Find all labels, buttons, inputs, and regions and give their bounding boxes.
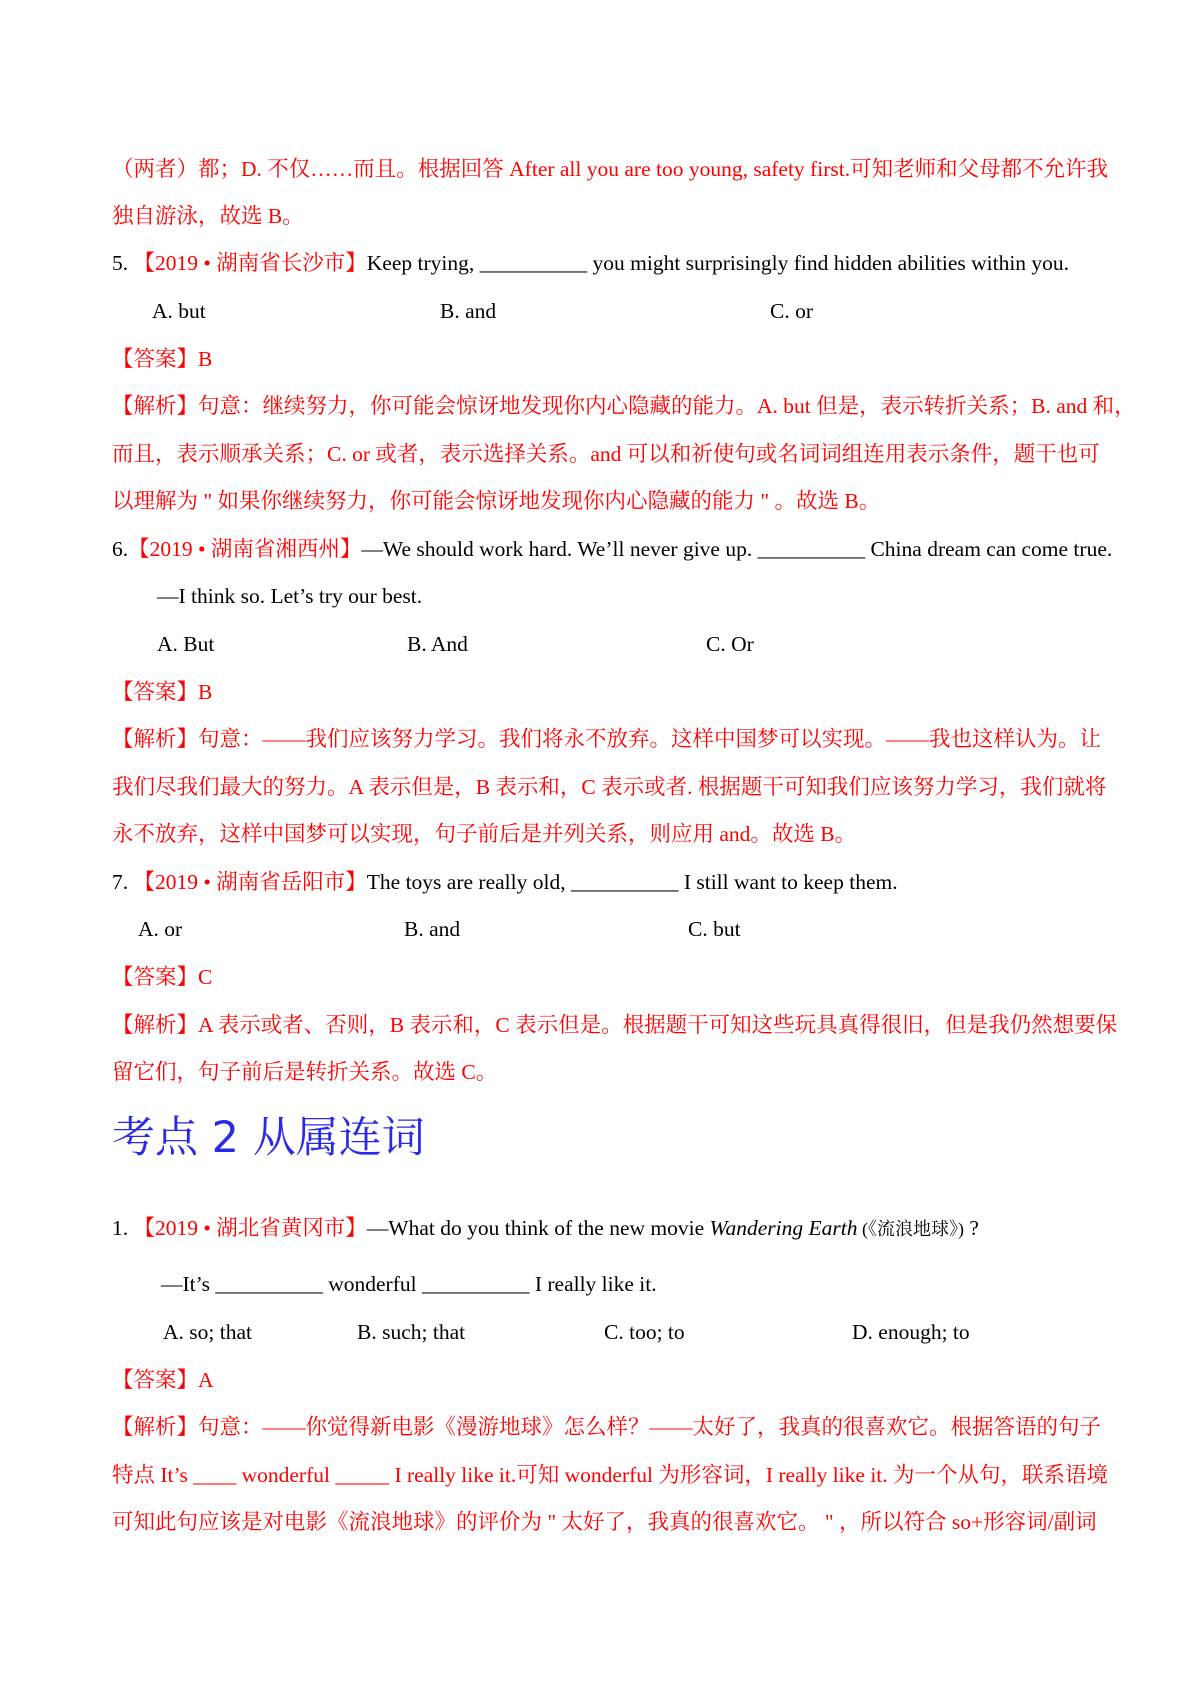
- question-source: 【2019 • 湖北省黄冈市】: [133, 1216, 367, 1240]
- question-7-stem: [112, 868, 1112, 896]
- movie-title: Wandering Earth: [709, 1216, 858, 1240]
- question-source: 【2019 • 湖南省湘西州】: [128, 537, 362, 561]
- option-c: C. too; to: [604, 1320, 685, 1344]
- analysis-line: 【解析】A 表示或者、否则，B 表示和，C 表示但是。根据题干可知这些玩具真得很旧，但是我仍然想要保: [112, 1013, 1118, 1037]
- question-text: —What do you think of the new movie: [366, 1216, 710, 1240]
- question-6-stem: [112, 535, 1112, 563]
- option-b: B. and: [440, 299, 497, 323]
- question-mark: ?: [963, 1216, 979, 1240]
- section-heading: 考点 2 从属连词: [112, 1113, 425, 1163]
- question-number: 5.: [112, 251, 129, 275]
- option-c: C. or: [770, 299, 813, 323]
- question-text: The toys are really old, __________ I still want to keep them.: [366, 870, 898, 894]
- analysis-line: 【解析】句意：继续努力，你可能会惊讶地发现你内心隐藏的能力。A. but 但是，表示转折关系；B. and 和，: [112, 394, 1136, 418]
- option-b: B. and: [404, 917, 461, 941]
- question-number: 6.: [112, 537, 129, 561]
- answer: 【答案】C: [112, 965, 213, 989]
- option-d: D. enough; to: [852, 1320, 970, 1344]
- analysis-line: 以理解为 " 如果你继续努力，你可能会惊讶地发现你内心隐藏的能力 " 。故选 B。: [112, 489, 881, 513]
- option-a: A. but: [152, 299, 206, 323]
- section-2-question-1-stem: [112, 1214, 1112, 1243]
- answer: 【答案】B: [112, 680, 213, 704]
- question-source: 【2019 • 湖南省长沙市】: [133, 251, 367, 275]
- answer: 【答案】A: [112, 1368, 214, 1392]
- option-a: A. or: [138, 917, 183, 941]
- analysis-line: 可知此句应该是对电影《流浪地球》的评价为 " 太好了，我真的很喜欢它。 " ，所以符合 so+形容词/副词: [112, 1510, 1097, 1534]
- analysis-line: 留它们，句子前后是转折关系。故选 C。: [112, 1060, 498, 1084]
- option-b: B. such; that: [357, 1320, 466, 1344]
- analysis-line: 【解析】句意：——我们应该努力学习。我们将永不放弃。这样中国梦可以实现。——我也这样认为。让: [112, 727, 1102, 751]
- answer: 【答案】B: [112, 347, 213, 371]
- option-a: A. so; that: [163, 1320, 252, 1344]
- analysis-line: 我们尽我们最大的努力。A 表示但是，B 表示和，C 表示或者. 根据题干可知我们应该努力学习，我们就将: [112, 775, 1107, 799]
- analysis-line: 而且，表示顺承关系；C. or 或者，表示选择关系。and 可以和祈使句或名词词组连用表示条件，题干也可: [112, 442, 1100, 466]
- question-number: 7.: [112, 870, 129, 894]
- analysis-line: 【解析】句意：——你觉得新电影《漫游地球》怎么样？——太好了，我真的很喜欢它。根据答语的句子: [112, 1415, 1102, 1439]
- question-text: —We should work hard. We’ll never give up. __________ China dream can come true.: [361, 537, 1113, 561]
- analysis-line: 永不放弃，这样中国梦可以实现，句子前后是并列关系，则应用 and。故选 B。: [112, 822, 857, 846]
- prev-analysis-line-1: （两者）都；D. 不仅……而且。根据回答 After all you are too young, safety first.可知老师和父母都不允许我: [112, 157, 1109, 181]
- analysis-line: 特点 It’s ____ wonderful _____ I really like it.可知 wonderful 为形容词，I really like it. 为一个从句，联系语境: [112, 1463, 1109, 1487]
- question-number: 1.: [112, 1216, 129, 1240]
- option-c: C. Or: [706, 632, 754, 656]
- option-b: B. And: [407, 632, 468, 656]
- prev-analysis-line-2: 独自游泳，故选 B。: [112, 204, 304, 228]
- question-reply: —I think so. Let’s try our best.: [157, 584, 423, 608]
- option-c: C. but: [688, 917, 741, 941]
- question-reply: —It’s __________ wonderful __________ I really like it.: [161, 1272, 657, 1296]
- question-5-stem: [112, 249, 1112, 277]
- question-source: 【2019 • 湖南省岳阳市】: [133, 870, 367, 894]
- movie-title-chinese: (《流浪地球》): [857, 1219, 964, 1239]
- option-a: A. But: [157, 632, 215, 656]
- question-text: Keep trying, __________ you might surprisingly find hidden abilities within you.: [366, 251, 1070, 275]
